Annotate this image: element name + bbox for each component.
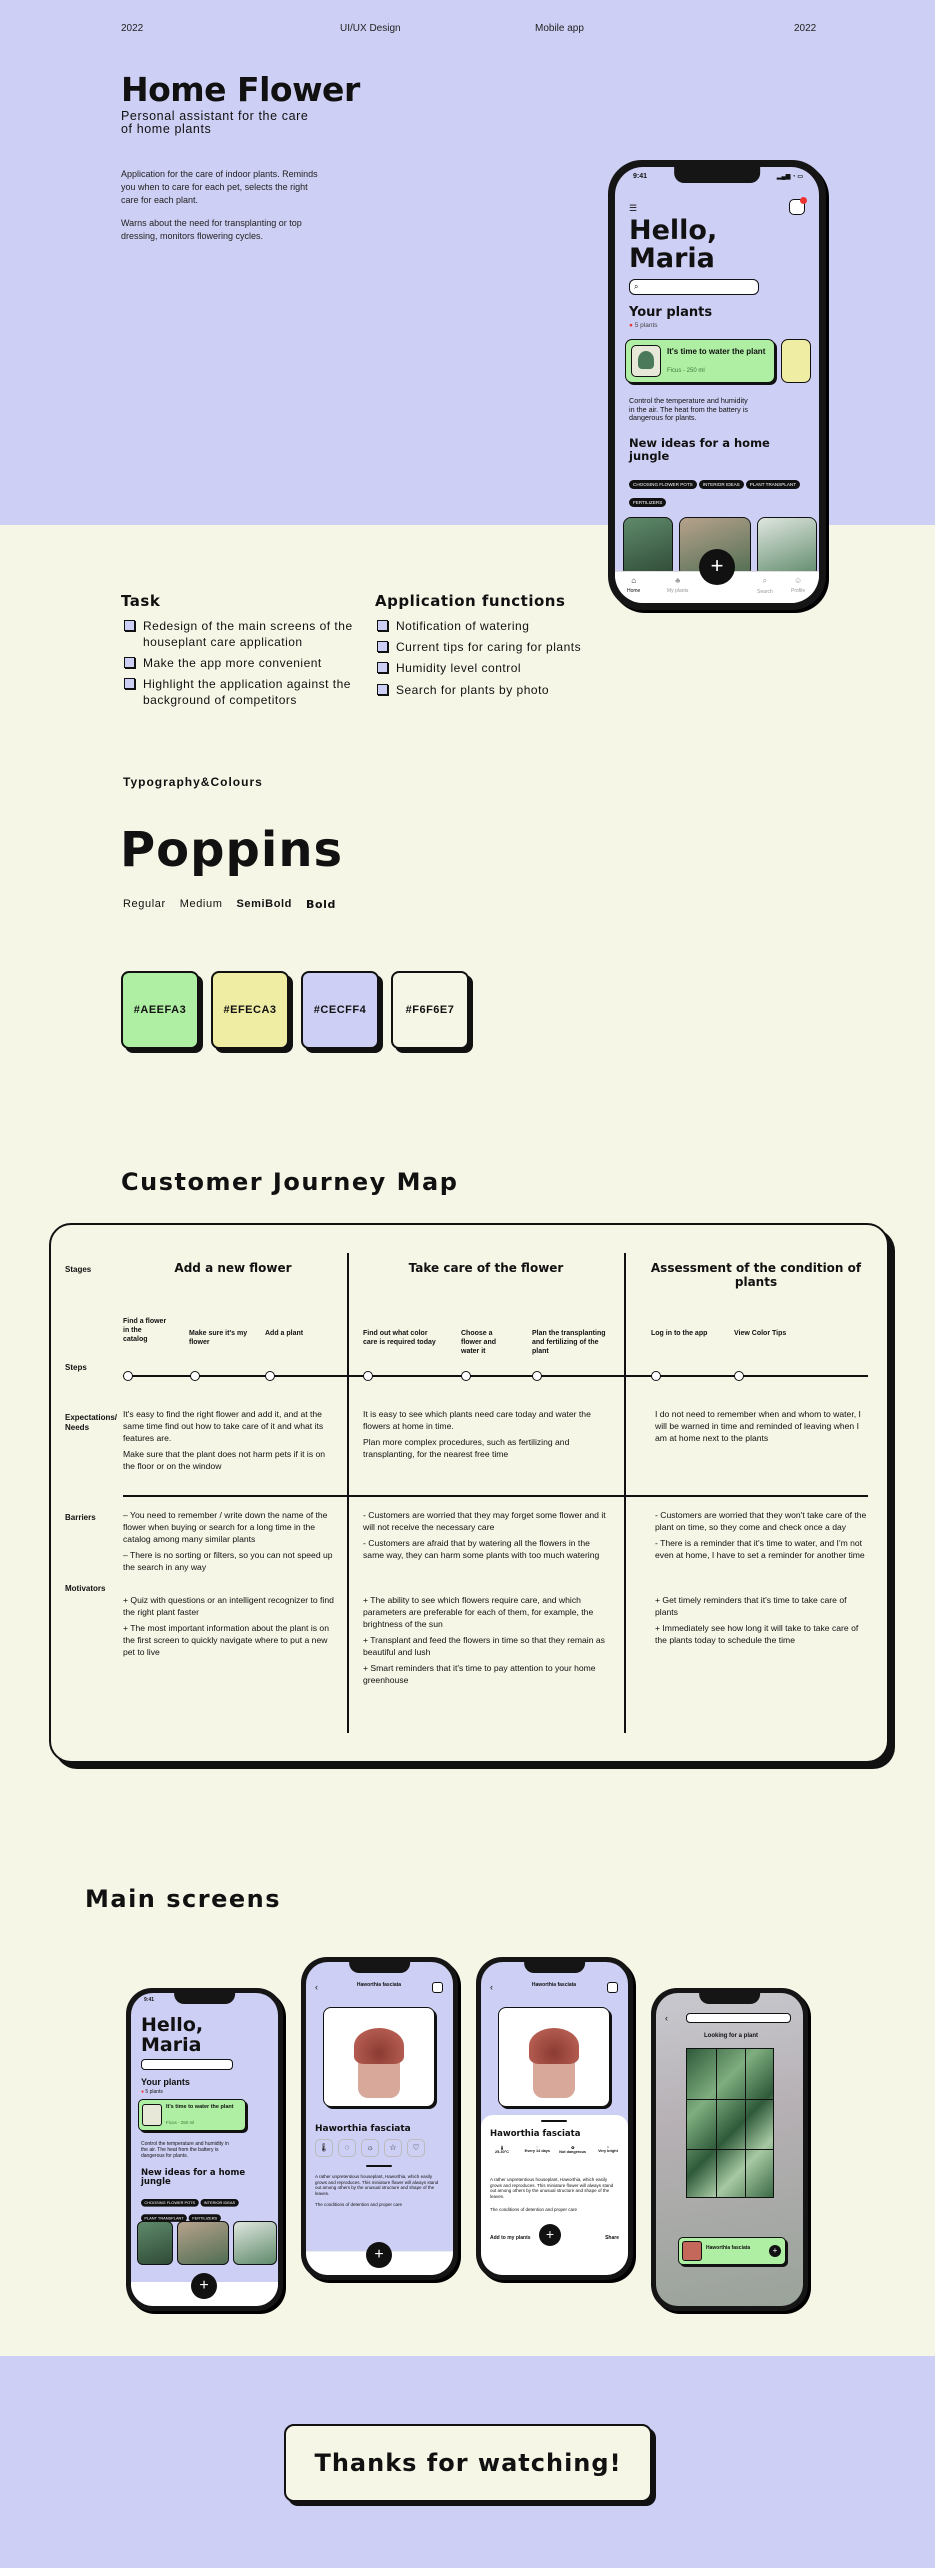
idea-tags bbox=[629, 473, 814, 509]
care-stats bbox=[487, 2145, 623, 2154]
step-label: Find a flower in the catalog bbox=[123, 1318, 167, 1343]
weight-regular: Regular bbox=[123, 898, 166, 910]
nav-my-plants[interactable]: ♣ My plants bbox=[667, 576, 689, 594]
function-item bbox=[377, 618, 607, 634]
function-item bbox=[377, 660, 607, 676]
step-dot bbox=[734, 1371, 744, 1381]
plant-name: Haworthia fasciata bbox=[315, 2124, 411, 2134]
task-item bbox=[124, 655, 364, 671]
step-label: Make sure it's my flower bbox=[189, 1330, 248, 1346]
typography-label: Typography&Colours bbox=[123, 775, 263, 789]
ideas-heading: New ideas for a home jungle bbox=[629, 436, 770, 463]
checkbox-icon bbox=[377, 684, 388, 695]
plant-thumbnail bbox=[631, 345, 661, 377]
cjm-title: Customer Journey Map bbox=[121, 1168, 459, 1196]
motivator-text: + Transplant and feed the flowers in time so that they remain as beautiful and lush bbox=[363, 1635, 605, 1657]
screen-home-mockup bbox=[126, 1988, 283, 2311]
tag-transplant[interactable]: PLANT TRANSPLANT bbox=[746, 480, 800, 489]
stat-danger-value: Not dangerous bbox=[559, 2150, 587, 2154]
checkbox-icon bbox=[377, 641, 388, 652]
function-item-text: Notification of watering bbox=[396, 619, 530, 633]
status-time: 9:41 bbox=[144, 1997, 155, 2003]
functions-title: Application functions bbox=[375, 592, 566, 610]
add-to-my-plants-button[interactable]: Add to my plants bbox=[490, 2235, 531, 2241]
step-label: View Color Tips bbox=[734, 1330, 787, 1337]
checkbox-icon bbox=[377, 662, 388, 673]
font-name: Poppins bbox=[120, 822, 344, 878]
stage-2-title: Take care of the flower bbox=[408, 1261, 564, 1275]
hero-paragraph-1: Application for the care of indoor plants. Reminds you when to care for each pet, selects the right care for each plant. bbox=[121, 169, 318, 205]
back-icon[interactable]: ‹ bbox=[315, 1982, 318, 1992]
idea-image-3[interactable] bbox=[233, 2221, 277, 2265]
swatch-lavender: #CECFF4 bbox=[301, 971, 379, 1049]
stage-3-barriers bbox=[655, 1509, 870, 1561]
notification-icon[interactable] bbox=[789, 199, 805, 215]
step-label: Log in to the app bbox=[651, 1330, 708, 1337]
task-item bbox=[124, 618, 364, 650]
weight-bold: Bold bbox=[306, 898, 336, 911]
search-result-name: Haworthia fasciata bbox=[706, 2245, 751, 2251]
stage-2-barriers bbox=[363, 1509, 608, 1561]
thanks-banner: Thanks for watching! bbox=[284, 2424, 652, 2502]
row-label-stages: Stages bbox=[65, 1265, 92, 1274]
add-plant-button[interactable]: + bbox=[539, 2224, 561, 2246]
watering-card-sub: Ficus - 250 ml bbox=[667, 368, 705, 374]
stat-light-value: Very bright bbox=[598, 2149, 618, 2153]
screen-detail-mockup bbox=[301, 1957, 458, 2280]
swatch-cream: #F6F6E7 bbox=[391, 971, 469, 1049]
function-item-text: Humidity level control bbox=[396, 661, 522, 675]
nav-profile-label: Profile bbox=[791, 588, 806, 594]
search-result-card[interactable] bbox=[678, 2237, 786, 2265]
checkbox-icon bbox=[124, 620, 135, 631]
detail-header: Haworthia fasciata bbox=[531, 1982, 577, 1988]
step-dot bbox=[651, 1371, 661, 1381]
task-item-text: Redesign of the main screens of the houseplant care application bbox=[143, 619, 353, 649]
stat-watering-value: Every 14 days bbox=[524, 2149, 550, 2153]
color-swatches bbox=[121, 971, 469, 1049]
care-icons bbox=[315, 2139, 425, 2157]
tag-pots[interactable]: CHOOSING FLOWER POTS bbox=[141, 2199, 199, 2207]
photo-search-screen bbox=[656, 1993, 803, 2306]
idea-image-1[interactable] bbox=[623, 517, 673, 577]
detail-header: Haworthia fasciata bbox=[356, 1982, 402, 1988]
stage-3-title: Assessment of the condition of plants bbox=[650, 1261, 862, 1289]
plants-count-text: 5 plants bbox=[634, 322, 658, 329]
tag-transplant[interactable]: PLANT TRANSPLANT bbox=[141, 2214, 187, 2222]
stat-watering: ◌ Every 14 days bbox=[524, 2145, 550, 2153]
next-card[interactable] bbox=[781, 339, 811, 383]
star-icon: ☆ bbox=[384, 2139, 402, 2157]
camera-frame bbox=[686, 2048, 774, 2198]
section-divider bbox=[123, 1495, 868, 1497]
task-item-text: Highlight the application against the background of competitors bbox=[143, 677, 351, 707]
step-label: Plan the transplanting and fertilizing of the plant bbox=[532, 1330, 606, 1355]
screen-detail-expanded-mockup bbox=[476, 1957, 633, 2280]
nav-search-label: Search bbox=[757, 589, 773, 595]
idea-tags bbox=[141, 2193, 256, 2224]
swatch-yellow: #EFECA3 bbox=[211, 971, 289, 1049]
page-subtitle: Personal assistant for the care of home plants bbox=[121, 109, 309, 136]
watering-card-title: It's time to water the plant bbox=[667, 347, 766, 356]
plant-photo bbox=[498, 2007, 610, 2107]
motivator-text: + Immediately see how long it will take to take care of the plants today to schedule the time bbox=[655, 1623, 859, 1645]
home-screen-small bbox=[131, 1993, 278, 2306]
function-item-text: Current tips for caring for plants bbox=[396, 640, 582, 654]
back-icon[interactable]: ‹ bbox=[665, 2013, 668, 2023]
barrier-text: - Customers are worried that they won't take care of the plant on time, so they come and check once a day bbox=[655, 1510, 867, 1532]
plant-detail-expanded-screen bbox=[481, 1962, 628, 2275]
row-label-barriers: Barriers bbox=[65, 1513, 96, 1522]
drag-handle[interactable] bbox=[541, 2120, 567, 2122]
nav-profile[interactable]: ☺ Profile bbox=[791, 576, 806, 594]
hero-paragraph-2: Warns about the need for transplanting or top dressing, monitors flowering cycles. bbox=[121, 218, 302, 241]
barrier-text: - Customers are afraid that by watering all the flowers in the same way, they can harm some plants with too much watering bbox=[363, 1538, 600, 1560]
motivator-text: + Get timely reminders that it's time to take care of plants bbox=[655, 1595, 847, 1617]
function-item-text: Search for plants by photo bbox=[396, 683, 550, 697]
checkbox-icon bbox=[124, 678, 135, 689]
year-left: 2022 bbox=[121, 23, 144, 34]
climate-text: Control the temperature and humidity in the air. The heat from the battery is dangerous for plants. bbox=[141, 2141, 229, 2159]
plants-count: ● 5 plants bbox=[141, 2089, 163, 2095]
stage-2-motivators bbox=[363, 1594, 608, 1686]
plant-description: A rather unpretentious houseplant, Haworthia, which easily grows and reproduces. This miniature flower will always stand out among others by the unusual structure and shape of the leaves. bbox=[315, 2174, 439, 2196]
temperature-icon: 🌡 bbox=[315, 2139, 333, 2157]
plant-detail-screen bbox=[306, 1962, 453, 2275]
nav-home-label: Home bbox=[627, 588, 641, 594]
nav-my-plants-label: My plants bbox=[667, 588, 689, 594]
function-item bbox=[377, 639, 607, 655]
idea-image-1[interactable] bbox=[137, 2221, 173, 2265]
font-weights bbox=[123, 898, 336, 911]
nav-search[interactable]: ⌕ Search bbox=[757, 576, 773, 595]
checkbox-icon bbox=[377, 620, 388, 631]
greeting: Hello, Maria bbox=[141, 2014, 204, 2056]
checkbox-icon bbox=[124, 657, 135, 668]
motivator-text: + The ability to see which flowers require care, and which parameters are preferable for each of them, for example, the brightness of the sun bbox=[363, 1595, 594, 1629]
stage-divider bbox=[624, 1253, 626, 1733]
stat-temperature: 🌡 25-30°C bbox=[495, 2146, 509, 2154]
hero-phone-mockup bbox=[608, 160, 826, 610]
step-dot bbox=[265, 1371, 275, 1381]
step-label: Find out what color care is required today bbox=[363, 1330, 436, 1346]
weight-medium: Medium bbox=[179, 898, 223, 910]
notification-icon[interactable] bbox=[607, 1982, 618, 1993]
year-right: 2022 bbox=[794, 23, 817, 34]
tag-interior[interactable]: INTERIOR IDEAS bbox=[200, 2199, 238, 2207]
stage-1-barriers bbox=[123, 1509, 338, 1573]
step-dot bbox=[461, 1371, 471, 1381]
add-plant-button[interactable]: + bbox=[699, 549, 735, 585]
steps-line bbox=[123, 1375, 868, 1377]
plants-count: ● 5 plants bbox=[629, 322, 658, 329]
care-conditions: The conditions of detention and proper care bbox=[490, 2207, 578, 2212]
task-list bbox=[124, 618, 364, 713]
watering-card-sub: Ficus - 250 ml bbox=[166, 2120, 195, 2125]
plant-description: A rather unpretentious houseplant, Haworthia, which easily grows and reproduces. This miniature flower will always stand out among others by the unusual structure and shape of the leaves. bbox=[490, 2177, 614, 2199]
page-title: Home Flower bbox=[121, 70, 360, 109]
nav-home[interactable]: ⌂ Home bbox=[627, 576, 641, 594]
tag-fertilizers[interactable]: FERTILIZERS bbox=[189, 2214, 221, 2222]
add-plant-button[interactable]: + bbox=[366, 2242, 392, 2268]
info-sheet bbox=[481, 2115, 628, 2275]
watering-card-title: It's time to water the plant bbox=[166, 2104, 234, 2110]
tag-interior[interactable]: INTERIOR IDEAS bbox=[699, 480, 744, 489]
watering-card[interactable] bbox=[625, 339, 775, 383]
functions-list bbox=[377, 618, 607, 703]
care-conditions: The conditions of detention and proper care bbox=[315, 2202, 403, 2207]
barrier-text: – You need to remember / write down the name of the flower when buying or search for a long time in the catalog among many similar plants bbox=[123, 1510, 328, 1544]
motivator-text: + Smart reminders that it's time to pay attention to your home greenhouse bbox=[363, 1663, 596, 1685]
motivator-text: + Quiz with questions or an intelligent recognizer to find the right plant faster bbox=[123, 1595, 334, 1617]
menu-icon[interactable]: ☰ bbox=[629, 203, 638, 213]
tag-fertilizers[interactable]: FERTILIZERS bbox=[629, 498, 666, 507]
step-dot bbox=[190, 1371, 200, 1381]
expectation-text: Plan more complex procedures, such as fertilizing and transplanting, for the nearest free time bbox=[363, 1437, 570, 1459]
home-screen bbox=[615, 167, 819, 603]
your-plants-heading: Your plants bbox=[141, 2077, 190, 2087]
watering-card[interactable] bbox=[138, 2099, 246, 2131]
expectation-text: It's easy to find the right flower and add it, and at the same time find out how to take care of it and what its features are. bbox=[123, 1409, 324, 1443]
add-plant-button[interactable]: + bbox=[191, 2273, 217, 2299]
expectation-text: It is easy to see which plants need care today and water the flowers at home in time. bbox=[363, 1409, 591, 1431]
task-item bbox=[124, 676, 364, 708]
stage-1-expectations bbox=[123, 1408, 338, 1472]
stat-danger: ✿ Not dangerous bbox=[559, 2146, 587, 2154]
water-icon: ◌ bbox=[338, 2139, 356, 2157]
motivator-text: + The most important information about the plant is on the first screen to quickly navigate where to put a new pet to live bbox=[123, 1623, 329, 1657]
plant-leaves bbox=[529, 2028, 579, 2064]
stage-3-expectations bbox=[655, 1408, 870, 1444]
stage-3-motivators bbox=[655, 1594, 870, 1646]
greeting: Hello, Maria bbox=[629, 215, 718, 274]
stage-2-expectations bbox=[363, 1408, 608, 1460]
tag-pots[interactable]: CHOOSING FLOWER POTS bbox=[629, 480, 697, 489]
task-title: Task bbox=[121, 592, 161, 610]
status-icons: ▂▄▆ ◔ ▭ bbox=[776, 174, 803, 180]
your-plants-heading: Your plants bbox=[629, 305, 713, 320]
plants-count-text: 5 plants bbox=[145, 2089, 163, 2095]
plant-photo bbox=[323, 2007, 435, 2107]
idea-image-3[interactable] bbox=[757, 517, 817, 577]
row-label-motivators: Motivators bbox=[65, 1584, 106, 1593]
main-screens-title: Main screens bbox=[85, 1885, 282, 1913]
step-dot bbox=[123, 1371, 133, 1381]
idea-image-2[interactable] bbox=[177, 2221, 229, 2265]
search-input[interactable]: ⌕ bbox=[629, 279, 759, 295]
step-dot bbox=[363, 1371, 373, 1381]
barrier-text: - Customers are worried that they may forget some flower and it will not receive the necessary care bbox=[363, 1510, 606, 1532]
expectation-text: Make sure that the plant does not harm pets if it is on the floor or on the window bbox=[123, 1449, 326, 1471]
ideas-heading: New ideas for a home jungle bbox=[141, 2168, 246, 2187]
stage-1-motivators bbox=[123, 1594, 338, 1658]
stat-light: ☼ Very bright bbox=[598, 2145, 618, 2153]
step-label: Add a plant bbox=[265, 1330, 304, 1337]
swatch-green: #AEEFA3 bbox=[121, 971, 199, 1049]
step-dot bbox=[532, 1371, 542, 1381]
plant-name: Haworthia fasciata bbox=[490, 2129, 581, 2139]
stage-divider bbox=[347, 1253, 349, 1733]
drag-handle[interactable] bbox=[366, 2165, 392, 2167]
stage-1-title: Add a new flower bbox=[174, 1261, 292, 1275]
back-icon[interactable]: ‹ bbox=[490, 1982, 493, 1992]
stat-temperature-value: 25-30°C bbox=[495, 2150, 509, 2154]
notification-icon[interactable] bbox=[432, 1982, 443, 1993]
expectation-text: I do not need to remember when and whom to water, I will be warned in time and reminded of leaving when I am at home next to the plants bbox=[655, 1409, 861, 1443]
add-result-button[interactable]: + bbox=[769, 2245, 781, 2257]
search-input[interactable] bbox=[686, 2013, 791, 2023]
status-time: 9:41 bbox=[633, 173, 648, 180]
type-label: Mobile app bbox=[535, 23, 584, 34]
row-label-steps: Steps bbox=[65, 1363, 87, 1372]
plant-leaves bbox=[354, 2028, 404, 2064]
weight-semibold: SemiBold bbox=[236, 898, 292, 910]
customer-journey-map bbox=[49, 1223, 889, 1763]
heart-icon: ♡ bbox=[407, 2139, 425, 2157]
function-item bbox=[377, 682, 607, 698]
barrier-text: – There is no sorting or filters, so you can not speed up the search in any way bbox=[123, 1550, 333, 1572]
task-item-text: Make the app more convenient bbox=[143, 656, 322, 670]
climate-text: Control the temperature and humidity in the air. The heat from the battery is dangerous for plants. bbox=[629, 396, 748, 422]
row-label-expectations: Expectations/ Needs bbox=[65, 1413, 118, 1432]
search-title: Looking for a plant bbox=[704, 2033, 758, 2039]
screen-search-mockup bbox=[651, 1988, 808, 2311]
sun-icon: ☼ bbox=[361, 2139, 379, 2157]
search-input[interactable] bbox=[141, 2059, 233, 2070]
step-label: Choose a flower and water it bbox=[461, 1330, 497, 1355]
category-label: UI/UX Design bbox=[340, 23, 401, 34]
barrier-text: - There is a reminder that it's time to water, and I'm not even at home, I have to set a reminder for another time bbox=[655, 1538, 865, 1560]
share-button[interactable]: Share bbox=[605, 2235, 619, 2241]
